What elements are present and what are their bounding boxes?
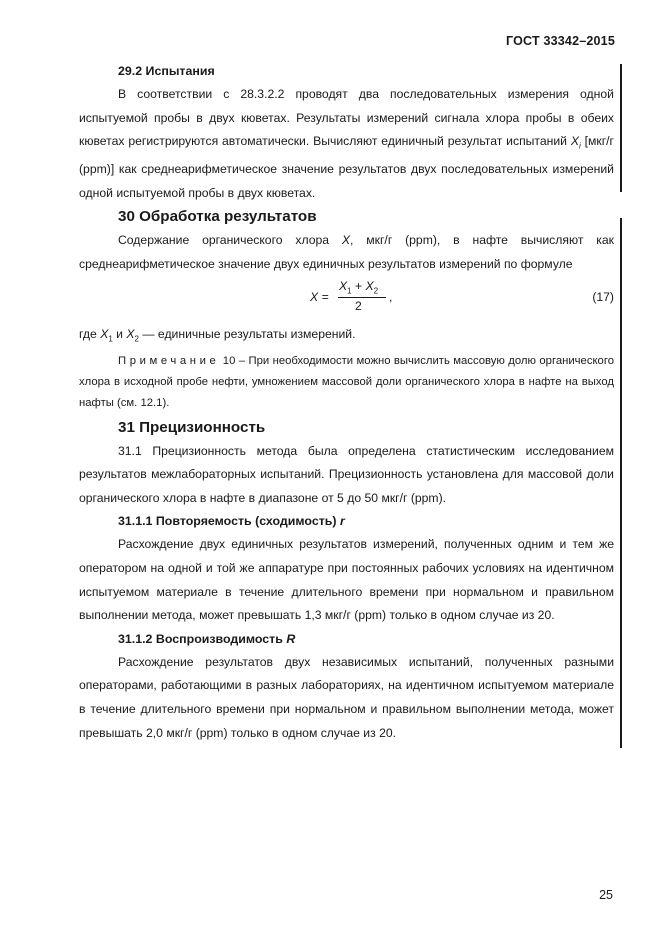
variable-x: X [570,134,579,149]
x2-var: X [365,278,374,293]
formula-numerator [339,279,378,295]
formula-lhs [310,290,329,304]
variable-r: r [339,514,345,529]
note-10 [79,351,614,414]
text-run: где [79,326,101,341]
note-text: 10 – При необходимости можно вычислить массовую долю органического хлора в исходной пробе нефти, умножением массовой доли органического хлора в нафте на выход нафты (см. 12.1). [79,354,614,409]
fraction-bar [338,297,386,298]
change-bar-1 [620,64,622,192]
section-31-1-1-paragraph: Расхождение двух единичных результатов измерений, полученных одним и тем же оператором на одной и той же аппаратуре при постоянных рабочих условиях на идентичном испытуемом материале в течение длительного времени при нормальном и правильном выполнении метода, может превышать 1,3 мкг/г (ppm) только в одном случае из 20. [79,537,614,623]
text-run: , мкг/г (ppm), в нафте вычисляют как среднеарифметическое значение двух единичных результатов измерений по формуле [79,233,614,271]
section-31-1-2-paragraph: Расхождение результатов двух независимых испытаний, полученных разными операторами, работающими в разных лабораториях, на идентичном испытуемом материале в течение длительного времени при нормальном и правильном выполнении метода, может превышать 2,0 мкг/г (ppm) только в одном случае из 20. [79,654,614,740]
x1-sub: 1 [108,334,113,344]
section-31-title: 31 Прецизионность [118,418,266,436]
formula-comma: , [389,289,393,304]
section-30-paragraph [79,229,614,276]
subsection-title-text: 31.1.2 Воспроизводимость [118,631,287,646]
section-31-1-1-title [79,510,614,533]
variable-R: R [286,631,296,646]
formula-lhs-text: X = [310,289,329,304]
x2-sub: 2 [134,334,139,344]
formula-where-line [79,323,614,351]
text-run: В соответствии с 28.3.2.2 проводят два последовательных измерения одной испытуемой пробы в двух кюветах. Результаты измерений сигнала хлора пробы в обеих кюветах регистрируются автоматически. Вычисляют единичный результат испытаний [79,87,614,149]
plus-sign: + [351,278,366,293]
text-run: — единичные результаты измерений. [138,326,356,341]
x1-var: X [100,326,109,341]
variable-x: X [341,233,351,248]
equation-number: (17) [592,289,614,304]
formula-denominator: 2 [355,298,362,313]
section-30-title: 30 Обработка результатов [118,208,317,226]
x2-sub: 2 [373,286,379,296]
section-29-2-paragraph [79,83,614,205]
note-label: Примечание [118,354,220,367]
standard-header: ГОСТ 33342–2015 [506,34,615,48]
section-31-1-paragraph: 31.1 Прецизионность метода была определена статистическим исследованием результатов межлабораторных испытаний. Прецизионность установлена для массовой доли органического хлора в нафте в диапазоне от 5 до 50 мкг/г (ppm). [79,443,614,505]
text-run: Содержание органического хлора [118,233,342,248]
section-31-1-2-title [79,628,614,651]
x1-var: X [339,278,348,293]
page-content [79,60,614,745]
x1-sub: 1 [347,286,352,296]
subscript-i: i [578,141,581,151]
text-run: [мкг/г (ppm)] как среднеарифметическое значение результатов двух последовательных измерений одной испытуемой пробы в двух кюветах. [79,134,614,200]
section-29-2-title: 29.2 Испытания [118,64,215,78]
text-run: и [112,326,127,341]
change-bar-2 [620,218,622,748]
formula-17 [79,279,614,319]
subsection-title-text: 31.1.1 Повторяемость (сходимость) [118,514,340,529]
page-number: 25 [599,888,613,902]
x2-var: X [126,326,135,341]
